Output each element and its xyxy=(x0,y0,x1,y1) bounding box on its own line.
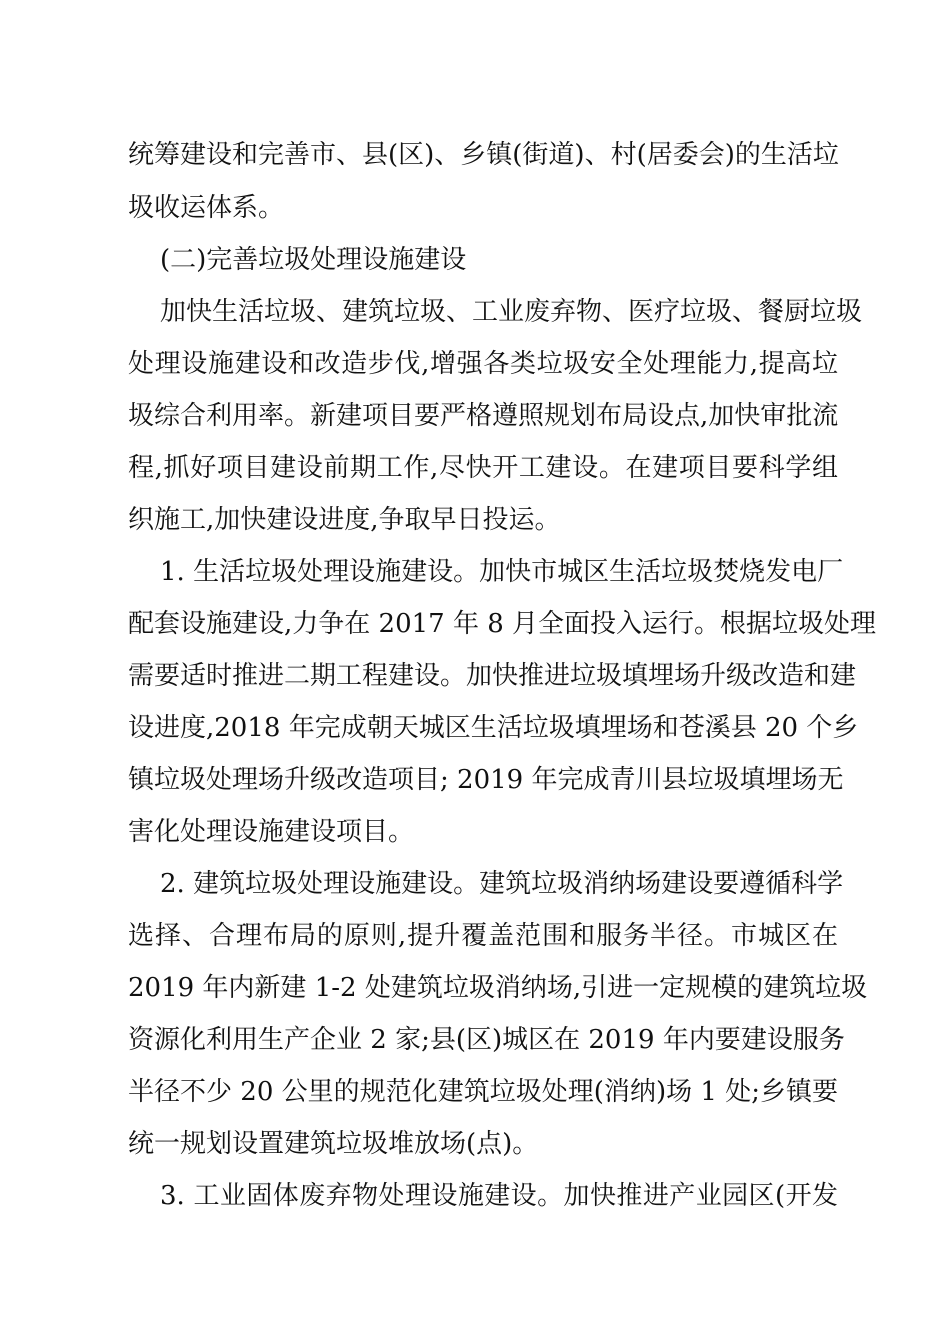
paragraph-line: 需要适时推进二期工程建设。加快推进垃圾填埋场升级改造和建 xyxy=(128,661,857,691)
paragraph-line: 设进度,2018 年完成朝天城区生活垃圾填埋场和苍溪县 20 个乡 xyxy=(128,713,859,743)
paragraph-line: 镇垃圾处理场升级改造项目; 2019 年完成青川县垃圾填埋场无 xyxy=(128,765,844,795)
paragraph-line: 配套设施建设,力争在 2017 年 8 月全面投入运行。根据垃圾处理 xyxy=(128,609,877,639)
paragraph-line: 半径不少 20 公里的规范化建筑垃圾处理(消纳)场 1 处;乡镇要 xyxy=(128,1077,838,1107)
paragraph-line: 程,抓好项目建设前期工作,尽快开工建设。在建项目要科学组 xyxy=(128,453,838,483)
paragraph-line: 统一规划设置建筑垃圾堆放场(点)。 xyxy=(128,1129,539,1159)
paragraph-line: 害化处理设施建设项目。 xyxy=(128,817,415,847)
paragraph-line: 1. 生活垃圾处理设施建设。加快市城区生活垃圾焚烧发电厂 xyxy=(160,557,844,587)
paragraph-line: 3. 工业固体废弃物处理设施建设。加快推进产业园区(开发 xyxy=(160,1181,838,1211)
paragraph-line: 织施工,加快建设进度,争取早日投运。 xyxy=(128,505,561,535)
paragraph-line: 处理设施建设和改造步伐,增强各类垃圾安全处理能力,提高垃 xyxy=(128,349,838,379)
paragraph-line: 2. 建筑垃圾处理设施建设。建筑垃圾消纳场建设要遵循科学 xyxy=(160,869,844,899)
paragraph-line: 加快生活垃圾、建筑垃圾、工业废弃物、医疗垃圾、餐厨垃圾 xyxy=(160,297,863,327)
paragraph-line: 圾综合利用率。新建项目要严格遵照规划布局设点,加快审批流 xyxy=(128,401,839,431)
section-heading: (二)完善垃圾处理设施建设 xyxy=(160,245,467,275)
paragraph-line: 资源化利用生产企业 2 家;县(区)城区在 2019 年内要建设服务 xyxy=(128,1025,845,1055)
paragraph-line: 圾收运体系。 xyxy=(128,193,285,223)
paragraph-line: 选择、合理布局的原则,提升覆盖范围和服务半径。市城区在 xyxy=(128,921,838,951)
paragraph-line: 统筹建设和完善市、县(区)、乡镇(街道)、村(居委会)的生活垃 xyxy=(128,140,839,170)
paragraph-line: 2019 年内新建 1-2 处建筑垃圾消纳场,引进一定规模的建筑垃圾 xyxy=(128,973,868,1003)
